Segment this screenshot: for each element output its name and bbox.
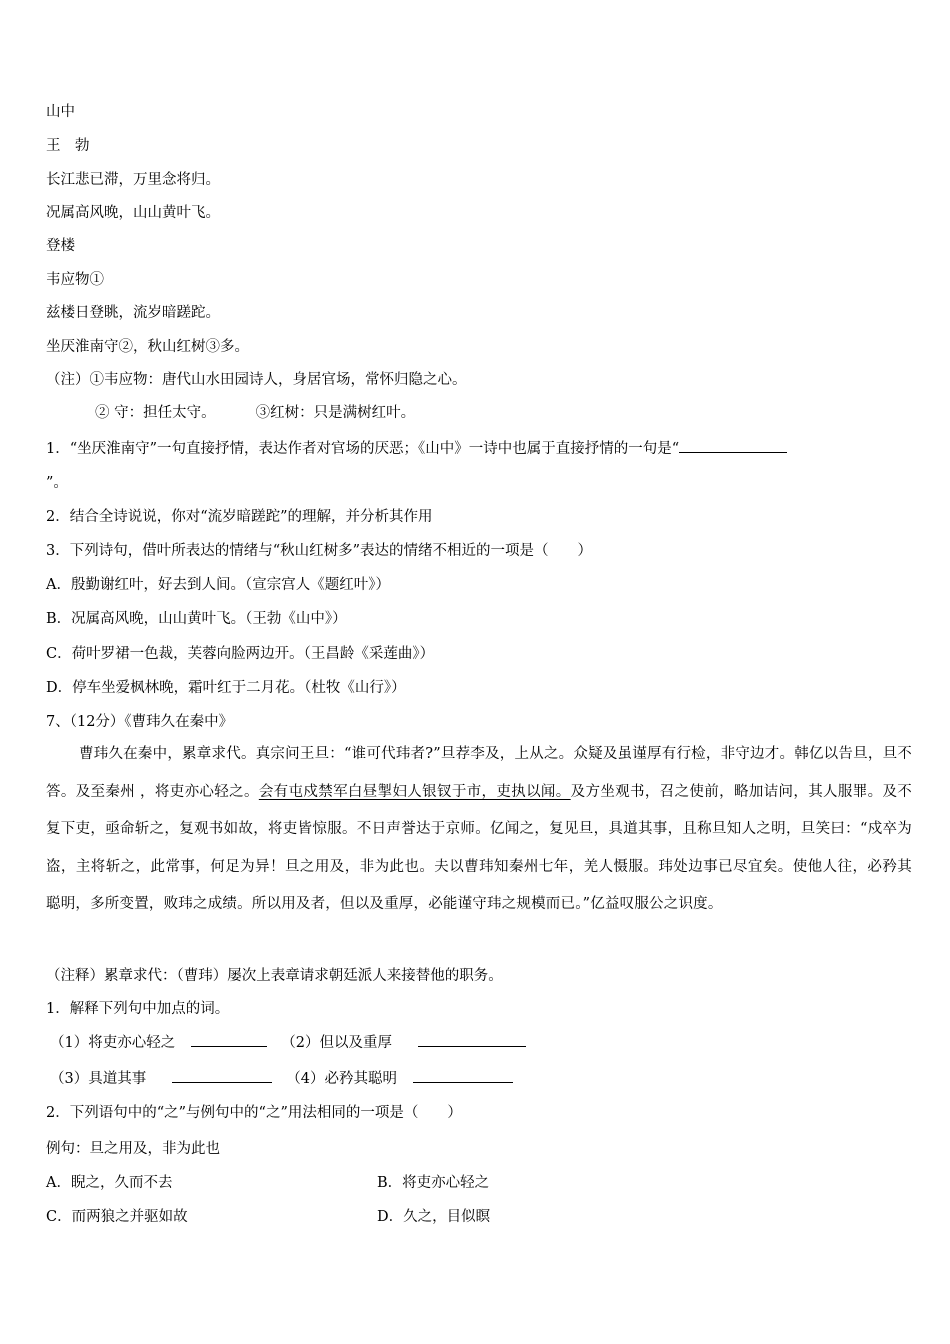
question-2: 2．结合全诗说说，你对“流岁暗蹉跎”的理解，并分析其作用	[46, 509, 433, 525]
poem2-line1: 兹楼日登眺，流岁暗蹉跎。	[46, 305, 220, 321]
blank-3[interactable]	[172, 1068, 272, 1083]
option-c[interactable]: C．荷叶罗裙一色裁，芙蓉向脸两边开。（王昌龄《采莲曲》）	[46, 646, 435, 662]
passage-part-1: 曹玮久在秦中，累章求代。真宗问王旦：“谁可代玮者?”旦荐李及，上从之。众疑及虽谨厚有行检，非守边才。韩亿以告旦，旦不答。及至秦州 ，将吏亦心轻之。	[46, 746, 912, 800]
choice-b[interactable]: B．将吏亦心轻之	[377, 1175, 490, 1191]
annotation: （注释）累章求代：（曹玮）屡次上表章请求朝廷派人来接替他的职务。	[46, 968, 503, 984]
item-2: （2）但以及重厚	[281, 1035, 392, 1051]
question-1-text: 1．“坐厌淮南守”一句直接抒情，表达作者对官场的厌恶；《山中》一诗中也属于直接抒情的一句是“	[46, 441, 680, 457]
note-2a: ② 守：担任太守。	[95, 405, 216, 421]
blank-4[interactable]	[413, 1068, 513, 1083]
poem1-line2: 况属高风晚，山山黄叶飞。	[46, 205, 220, 221]
poem1-author: 王 勃	[46, 138, 90, 154]
passage	[46, 736, 912, 924]
poem2-author: 韦应物①	[46, 272, 104, 288]
passage-part-2: 及方坐观书，召之使前，略加诘问，其人服罪。及不复下吏，亟命斩之，复观书如故，将吏皆惊服。不日声誉达于京师。亿闻之，复见旦，具道其事，且称旦知人之明，旦笑曰：“戍卒为盗，主将斩之，此常事，何足为异！旦之用及，非为此也。夫以曹玮知秦州七年，羌人慑服。玮处边事已尽宜矣。使他人往，必矜其聪明，多所变置，败玮之成绩。所以用及者，但以及重厚，必能谨守玮之规模而已。”亿益叹服公之识度。	[46, 783, 912, 912]
note-2b: ③红树：只是满树红叶。	[255, 405, 416, 421]
question-3: 3．下列诗句，借叶所表达的情绪与“秋山红树多”表达的情绪不相近的一项是（ ）	[46, 543, 593, 559]
option-a[interactable]: A．殷勤谢红叶，好去到人间。（宣宗宫人《题红叶》）	[46, 577, 390, 593]
passage-underlined: 会有屯戍禁军白昼掣妇人银钗于市，吏执以闻。	[258, 783, 571, 800]
subquestion-1-row1	[50, 1032, 526, 1053]
choice-a[interactable]: A．睨之，久而不去	[46, 1175, 173, 1191]
poem2-title: 登楼	[46, 238, 75, 254]
blank-1[interactable]	[191, 1032, 267, 1047]
poem2-line2: 坐厌淮南守②，秋山红树③多。	[46, 339, 249, 355]
note-2	[95, 403, 415, 423]
choice-d[interactable]: D．久之，目似瞑	[377, 1209, 491, 1225]
item-1: （1）将吏亦心轻之	[50, 1035, 176, 1051]
question-1	[46, 438, 787, 459]
section-7-heading: 7、（12分）《曹玮久在秦中》	[46, 714, 234, 730]
example-sentence: 例句：旦之用及，非为此也	[46, 1141, 220, 1157]
option-d[interactable]: D．停车坐爱枫林晚，霜叶红于二月花。（杜牧《山行》）	[46, 680, 406, 696]
choice-c[interactable]: C．而两狼之并驱如故	[46, 1209, 188, 1225]
poem1-title: 山中	[46, 104, 75, 120]
subquestion-1: 1．解释下列句中加点的词。	[46, 1001, 230, 1017]
item-3: （3）具道其事	[50, 1071, 147, 1087]
option-b[interactable]: B．况属高风晚，山山黄叶飞。（王勃《山中》）	[46, 611, 347, 627]
subquestion-2: 2．下列语句中的“之”与例句中的“之”用法相同的一项是（ ）	[46, 1105, 462, 1121]
subquestion-1-row2	[50, 1068, 513, 1089]
note-1: （注）①韦应物：唐代山水田园诗人，身居官场，常怀归隐之心。	[46, 372, 467, 388]
item-4: （4）必矜其聪明	[286, 1071, 397, 1087]
question-1-tail: ”。	[46, 475, 68, 491]
poem1-line1: 长江悲已滞，万里念将归。	[46, 172, 220, 188]
blank-2[interactable]	[418, 1032, 526, 1047]
answer-blank[interactable]	[679, 438, 787, 453]
